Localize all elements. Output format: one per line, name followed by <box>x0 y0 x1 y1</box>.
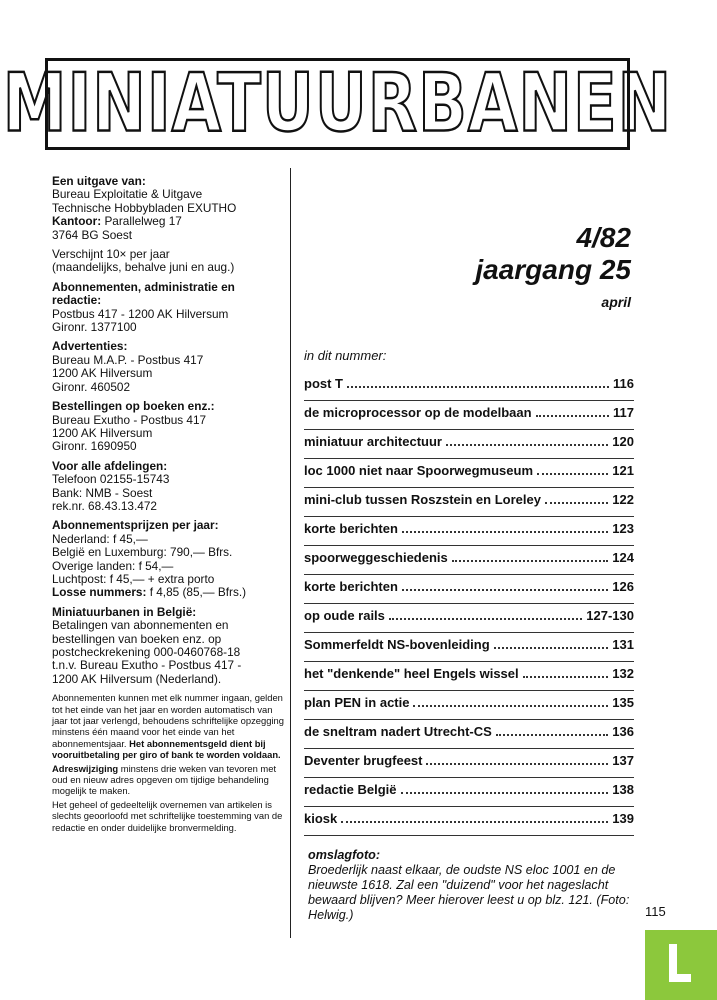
toc-row <box>304 546 634 575</box>
toc-page: 122 <box>612 492 634 507</box>
toc-title: korte berichten <box>304 579 398 594</box>
toc-leader-dots <box>523 667 609 678</box>
toc-leader-dots <box>452 551 609 562</box>
toc-leader-dots <box>446 435 608 446</box>
column-divider <box>290 168 291 938</box>
toc-row <box>304 604 634 633</box>
toc-title: mini-club tussen Roszstein en Loreley <box>304 492 541 507</box>
logo-glyph <box>669 944 691 982</box>
colophon-publisher: Een uitgave van: Bureau Exploitatie & Uitgave Technische Hobbybladen EXUTHO Kantoor: Parallelweg 17 3764 BG Soest <box>52 174 237 242</box>
toc-leader-dots <box>389 609 582 620</box>
toc-page: 138 <box>612 782 634 797</box>
toc-page: 120 <box>612 434 634 449</box>
toc-row <box>304 778 634 807</box>
cover-label: omslagfoto: <box>308 848 381 862</box>
toc-leader-dots <box>413 696 608 707</box>
toc-leader-dots <box>402 580 608 591</box>
toc-title: het "denkende" heel Engels wissel <box>304 666 519 681</box>
toc-page: 131 <box>612 637 634 652</box>
fine-print-address: Adreswijziging minstens drie weken van tevoren met oud en nieuw adres opgeven om tijdige behandeling mogelijk te maken. <box>52 762 277 797</box>
toc-title: post T <box>304 376 343 391</box>
toc-leader-dots <box>347 377 609 388</box>
colophon <box>52 175 284 835</box>
colophon-prices: Abonnementsprijzen per jaar: Nederland: f 45,— België en Luxemburg: 790,— Bfrs. Overige landen: f 54,— Luchtpost: f 45,— + extra porto Losse nummers: f 4,85 (85,— Bfrs.) <box>52 518 247 600</box>
toc-row <box>304 691 634 720</box>
toc-row <box>304 633 634 662</box>
toc-leader-dots <box>536 406 609 417</box>
colophon-frequency: Verschijnt 10× per jaar (maandelijks, behalve juni en aug.) <box>52 247 235 275</box>
toc-page: 127-130 <box>586 608 634 623</box>
toc-row <box>304 430 634 459</box>
toc-title: de sneltram nadert Utrecht-CS <box>304 724 492 739</box>
toc-title: de microprocessor op de modelbaan <box>304 405 532 420</box>
toc-leader-dots <box>401 783 609 794</box>
toc-page: 137 <box>612 753 634 768</box>
cover-text: Broederlijk naast elkaar, de oudste NS eloc 1001 en de nieuwste 1618. Zal een "duizend" voor het nageslacht bewaard blijven? Meer hierover leest u op blz. 121. (Foto: Helwig.) <box>308 863 630 922</box>
cover-caption <box>308 848 638 923</box>
toc-leader-dots <box>545 493 608 504</box>
fine-print-subscriptions: Abonnementen kunnen met elk nummer ingaan, gelden tot het einde van het jaar en worden automatisch van jaar tot jaar verlengd, behoudens schriftelijke opzegging minstens één maand voor het einde van het abonnementsjaar. Het abonnementsgeld dient bij vooruitbetaling per giro of bank te worden voldaan. <box>52 692 284 761</box>
issue-number: 4/82 <box>576 222 631 253</box>
toc-page: 117 <box>613 405 634 420</box>
colophon-belgium: Miniatuurbanen in België: Betalingen van abonnementen en bestellingen van boeken enz. op postcheckrekening 000-0460768-18 t.n.v. Bureau Exutho - Postbus 417 - 1200 AK Hilversum (Nederland). <box>52 604 242 686</box>
issue-volume: jaargang 25 <box>475 254 631 285</box>
toc-title: op oude rails <box>304 608 385 623</box>
fine-print-copyright: Het geheel of gedeeltelijk overnemen van artikelen is slechts geoorloofd met schriftelijke toestemming van de redactie en onder duidelijke bronvermelding. <box>52 798 283 833</box>
toc-title: loc 1000 niet naar Spoorwegmuseum <box>304 463 534 478</box>
toc-row <box>304 575 634 604</box>
toc-title: Deventer brugfeest <box>304 753 423 768</box>
table-of-contents <box>304 372 634 836</box>
toc-leader-dots <box>537 464 608 475</box>
toc-page: 121 <box>612 463 634 478</box>
toc-leader-dots <box>426 754 608 765</box>
colophon-ads: Advertenties: Bureau M.A.P. - Postbus 417 1200 AK Hilversum Gironr. 460502 <box>52 339 204 394</box>
toc-page: 116 <box>613 376 634 391</box>
toc-page: 135 <box>612 695 634 710</box>
colophon-departments: Voor alle afdelingen: Telefoon 02155-15743 Bank: NMB - Soest rek.nr. 68.43.13.472 <box>52 458 170 513</box>
toc-title: spoorweggeschiedenis <box>304 550 448 565</box>
toc-title: Sommerfeldt NS-bovenleiding <box>304 637 490 652</box>
toc-row <box>304 372 634 401</box>
toc-row <box>304 749 634 778</box>
toc-title: kiosk <box>304 811 338 826</box>
toc-row <box>304 720 634 749</box>
toc-leader-dots <box>496 725 608 736</box>
issue-month: april <box>601 294 631 310</box>
toc-page: 123 <box>612 521 634 536</box>
toc-row <box>304 459 634 488</box>
toc-page: 132 <box>612 666 634 681</box>
masthead-frame <box>2 57 673 151</box>
page-number: 115 <box>645 904 666 919</box>
toc-title: korte berichten <box>304 521 398 536</box>
toc-row <box>304 517 634 546</box>
toc-leader-dots <box>341 812 608 823</box>
toc-row <box>304 807 634 836</box>
toc-title: plan PEN in actie <box>304 695 410 710</box>
issue-info <box>475 222 631 310</box>
toc-page: 139 <box>612 811 634 826</box>
toc-title: redactie België <box>304 782 397 797</box>
colophon-subscriptions: Abonnementen, administratie en redactie: Postbus 417 - 1200 AK Hilversum Gironr. 1377100 <box>52 279 235 335</box>
toc-page: 126 <box>612 579 634 594</box>
toc-row <box>304 401 634 430</box>
toc-page: 124 <box>612 550 634 565</box>
toc-leader-dots <box>494 638 609 649</box>
toc-row <box>304 488 634 517</box>
colophon-orders: Bestellingen op boeken enz.: Bureau Exutho - Postbus 417 1200 AK Hilversum Gironr. 1690950 <box>52 399 215 454</box>
toc-heading: in dit nummer: <box>304 348 387 363</box>
letter-l-logo-icon <box>645 930 717 1000</box>
toc-title: miniatuur architectuur <box>304 434 442 449</box>
toc-row <box>304 662 634 691</box>
masthead-title: MINIATUURBANEN <box>2 57 673 151</box>
toc-leader-dots <box>402 522 608 533</box>
toc-page: 136 <box>612 724 634 739</box>
